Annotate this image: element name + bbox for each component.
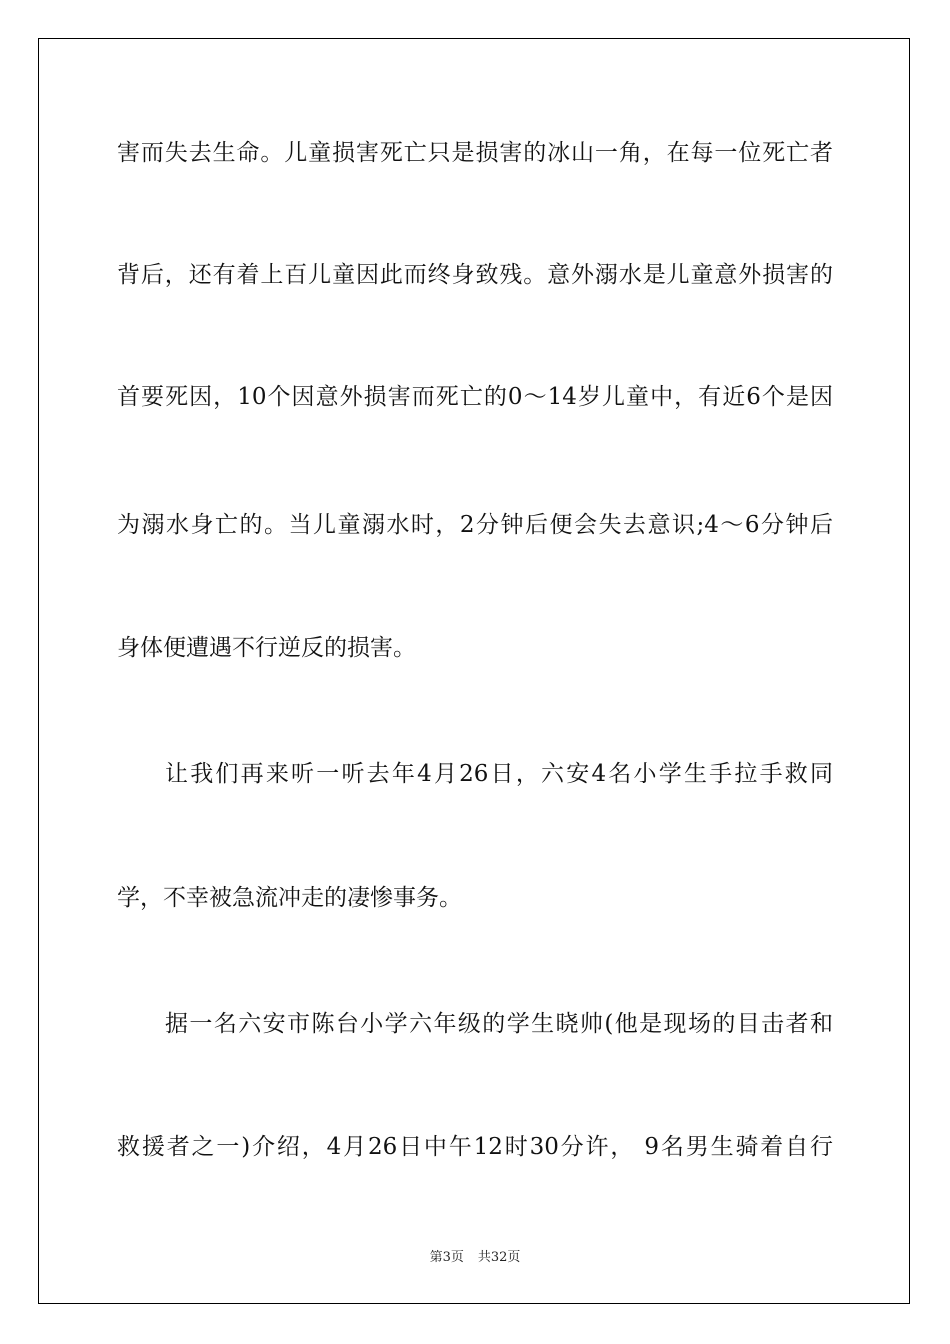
- text-line-4: 为溺水身亡的。当儿童溺水时，2分钟后便会失去意识;4～6分钟后: [117, 512, 833, 538]
- text-line-5: 身体便遭遇不行逆反的损害。: [117, 635, 416, 661]
- text-line-8: 据一名六安市陈台小学六年级的学生晓帅(他是现场的目击者和: [165, 1011, 833, 1037]
- text-line-3: 首要死因，10个因意外损害而死亡的0～14岁儿童中，有近6个是因: [117, 384, 833, 410]
- page-total: 共32页: [477, 1250, 521, 1265]
- text-line-6: 让我们再来听一听去年4月26日，六安4名小学生手拉手救同: [165, 761, 833, 787]
- page-number: 第3页: [429, 1250, 464, 1265]
- page-footer: [0, 1246, 950, 1265]
- text-line-2: 背后，还有着上百儿童因此而终身致残。意外溺水是儿童意外损害的: [117, 262, 833, 288]
- text-line-7: 学，不幸被急流冲走的凄惨事务。: [117, 885, 462, 911]
- page-border: [38, 38, 910, 1304]
- text-line-1: 害而失去生命。儿童损害死亡只是损害的冰山一角，在每一位死亡者: [117, 140, 833, 166]
- text-line-9: 救援者之一)介绍，4月26日中午12时30分许， 9名男生骑着自行: [117, 1134, 833, 1160]
